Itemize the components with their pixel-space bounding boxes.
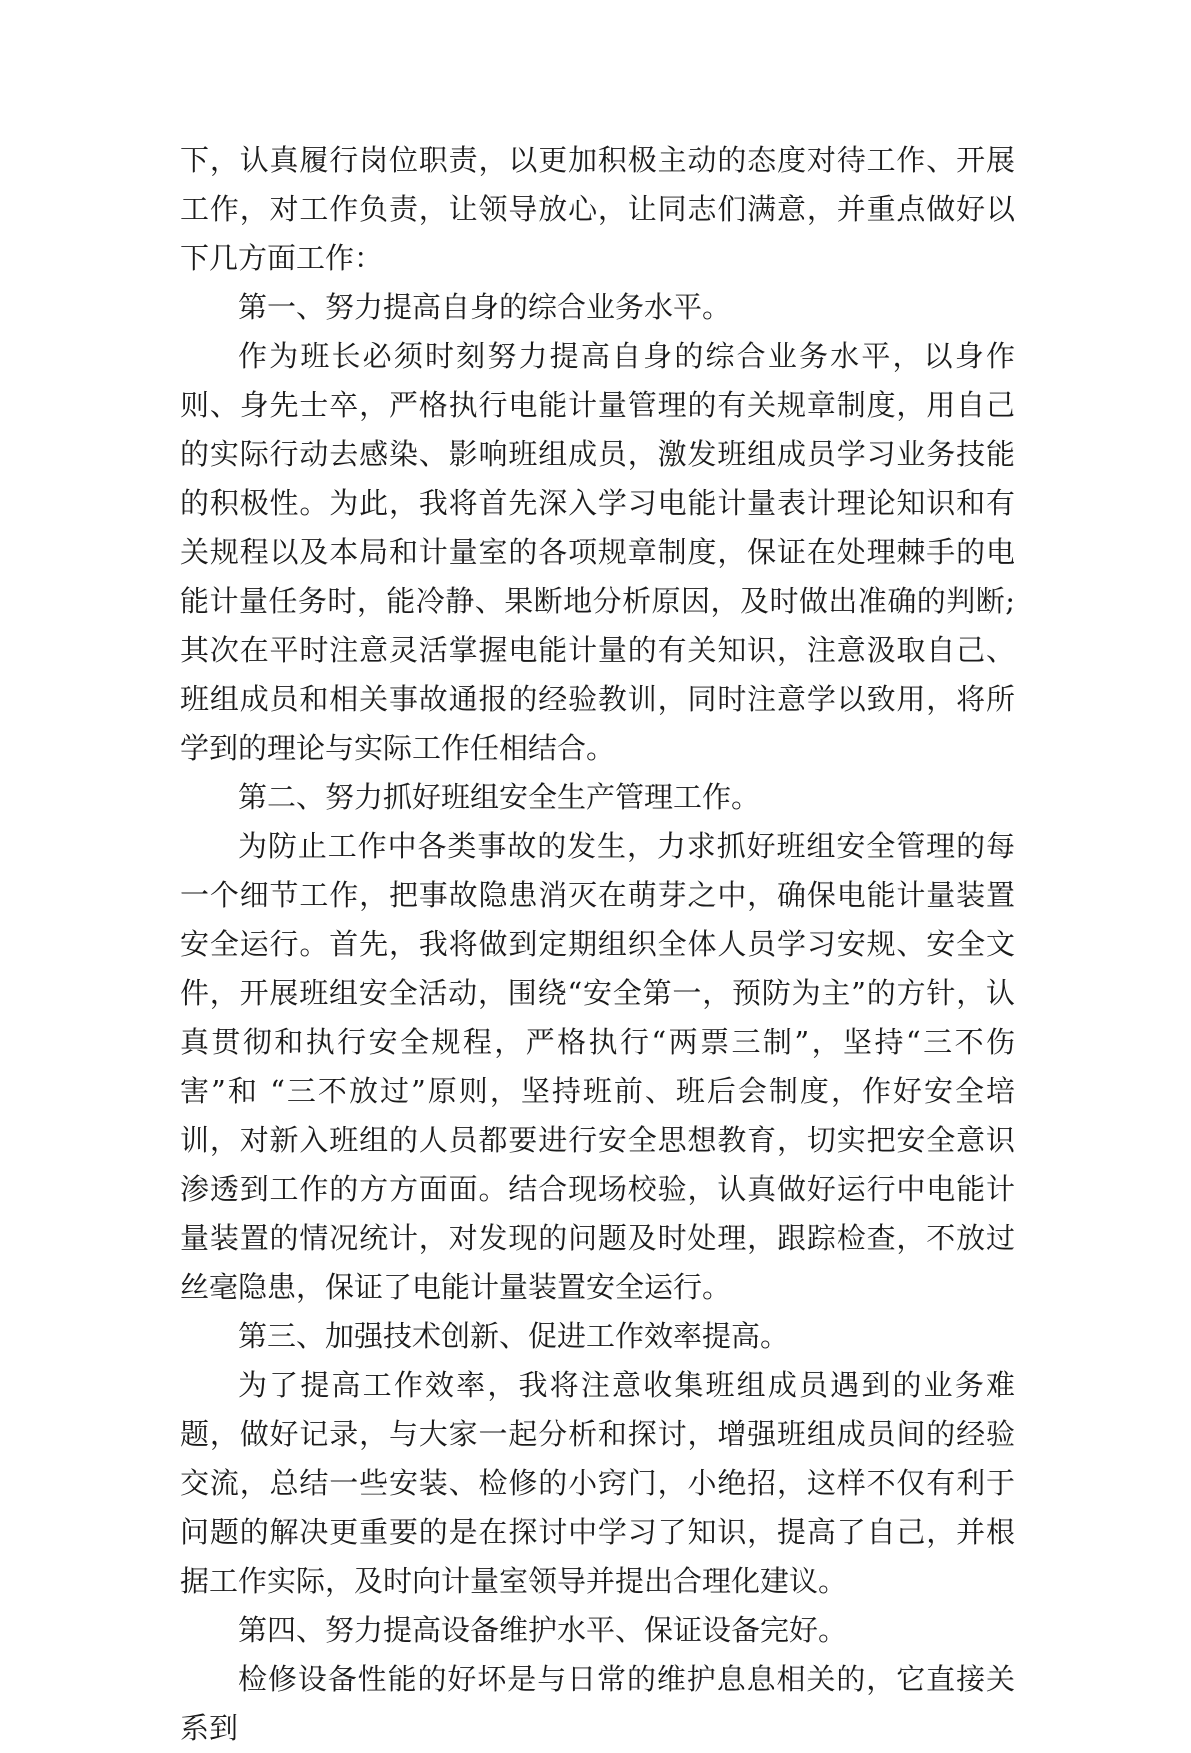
section-heading-3: 第三、加强技术创新、促进工作效率提高。 [238, 1319, 790, 1353]
paragraph: 为了提高工作效率，我将注意收集班组成员遇到的业务难题，做好记录，与大家一起分析和探讨，增强班组成员间的经验交流，总结一些安装、检修的小窍门，小绝招，这样不仅有利于问题的解决更重要的是在探讨中学习了知识，提高了自己，并根据工作实际，及时向计量室领导并提出合理化建议。 [180, 1368, 1015, 1598]
paragraph: 为防止工作中各类事故的发生，力求抓好班组安全管理的每一个细节工作，把事故隐患消灭在萌芽之中，确保电能计量装置安全运行。首先，我将做到定期组织全体人员学习安规、安全文件，开展班组安全活动，围绕“安全第一，预防为主”的方针，认真贯彻和执行安全规程，严格执行“两票三制”，坚持“三不伤害”和 “三不放过”原则，坚持班前、班后会制度，作好安全培训，对新入班组的人员都要进行安全思想教育，切实把安全意识渗透到工作的方方面面。结合现场校验，认真做好运行中电能计量装置的情况统计，对发现的问题及时处理，跟踪检查，不放过丝毫隐患，保证了电能计量装置安全运行。 [180, 829, 1015, 1304]
paragraph: 作为班长必须时刻努力提高自身的综合业务水平，以身作则、身先士卒，严格执行电能计量管理的有关规章制度，用自己的实际行动去感染、影响班组成员，激发班组成员学习业务技能的积极性。为此，我将首先深入学习电能计量表计理论知识和有关规程以及本局和计量室的各项规章制度，保证在处理棘手的电能计量任务时，能冷静、果断地分析原因，及时做出准确的判断;其次在平时注意灵活掌握电能计量的有关知识，注意汲取自己、班组成员和相关事故通报的经验教训，同时注意学以致用，将所学到的理论与实际工作任相结合。 [180, 339, 1015, 765]
section-heading-4: 第四、努力提高设备维护水平、保证设备完好。 [238, 1613, 848, 1647]
section-heading-2: 第二、努力抓好班组安全生产管理工作。 [238, 780, 761, 814]
document-body [180, 136, 1015, 1753]
paragraph: 检修设备性能的好坏是与日常的维护息息相关的，它直接关系到 [180, 1662, 1015, 1745]
section-heading-1: 第一、努力提高自身的综合业务水平。 [238, 290, 732, 324]
paragraph-continuation: 下，认真履行岗位职责，以更加积极主动的态度对待工作、开展工作，对工作负责，让领导放心，让同志们满意，并重点做好以下几方面工作： [180, 143, 1015, 275]
